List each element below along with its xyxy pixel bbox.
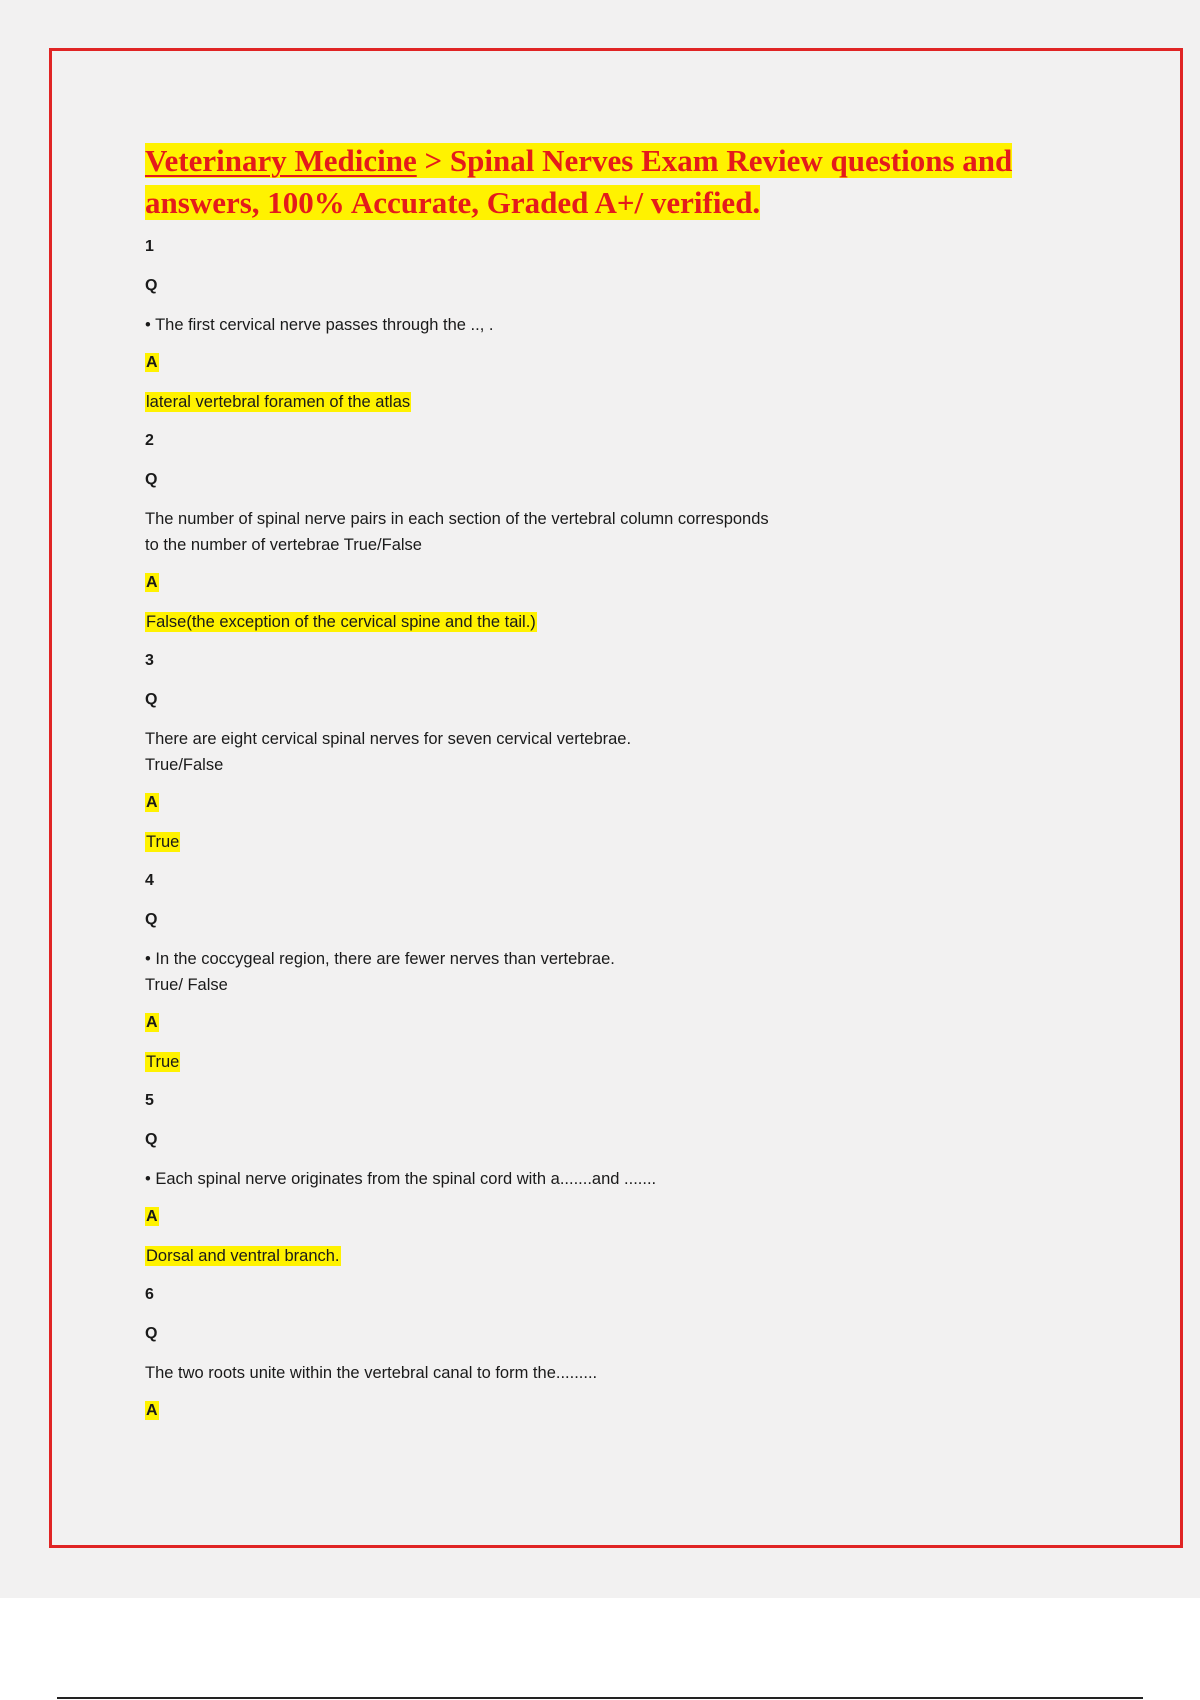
- question-number: 4: [145, 872, 154, 889]
- answer-text: False(the exception of the cervical spine and the tail.): [146, 613, 536, 631]
- question-number: 5: [145, 1092, 154, 1109]
- question-label: Q: [145, 277, 158, 294]
- answer-label-row: [145, 1398, 1065, 1437]
- answer-label-row: [145, 570, 1065, 609]
- question-text: • In the coccygeal region, there are fewer nerves than vertebrae. True/ False: [145, 950, 615, 994]
- question-label: Q: [145, 691, 158, 708]
- answer-label-row: [145, 350, 1065, 389]
- document-content: [145, 140, 1065, 1437]
- title-rest: > Spinal Nerves Exam Review questions and answers, 100% Accurate, Graded A+/ verified.: [145, 143, 1013, 220]
- answer-label: A: [146, 354, 158, 371]
- answer-text: lateral vertebral foramen of the atlas: [146, 393, 411, 411]
- question-item: [145, 234, 1065, 428]
- answer-row: [145, 1049, 1065, 1088]
- answer-row: [145, 389, 1065, 428]
- question-item: [145, 648, 1065, 868]
- answer-label: A: [146, 1402, 158, 1419]
- question-number: 3: [145, 652, 154, 669]
- answer-text: True: [146, 1053, 180, 1071]
- question-text: The number of spinal nerve pairs in each section of the vertebral column corresponds to the number of vertebrae True/False: [145, 510, 769, 554]
- question-number: 2: [145, 432, 154, 449]
- answer-label: A: [146, 574, 158, 591]
- answer-row: [145, 829, 1065, 868]
- question-list: [145, 234, 1065, 1437]
- question-number: 6: [145, 1286, 154, 1303]
- answer-label: A: [146, 1014, 158, 1031]
- answer-label: A: [146, 1208, 158, 1225]
- question-label: Q: [145, 471, 158, 488]
- question-item: [145, 428, 1065, 648]
- answer-text: Dorsal and ventral branch.: [146, 1247, 340, 1265]
- question-item: [145, 868, 1065, 1088]
- question-item: [145, 1282, 1065, 1437]
- answer-label-row: [145, 790, 1065, 829]
- question-text: • The first cervical nerve passes through the .., .: [145, 316, 494, 334]
- question-label: Q: [145, 1325, 158, 1342]
- question-text: The two roots unite within the vertebral canal to form the.........: [145, 1364, 598, 1382]
- question-number: 1: [145, 238, 154, 255]
- answer-label-row: [145, 1010, 1065, 1049]
- title-link[interactable]: Veterinary Medicine: [145, 143, 417, 178]
- question-text: • Each spinal nerve originates from the spinal cord with a.......and .......: [145, 1170, 657, 1188]
- question-label: Q: [145, 911, 158, 928]
- footer-divider: [57, 1697, 1143, 1699]
- answer-row: [145, 1243, 1065, 1282]
- answer-label: A: [146, 794, 158, 811]
- answer-row: [145, 609, 1065, 648]
- question-item: [145, 1088, 1065, 1282]
- document-title: [145, 140, 1065, 224]
- answer-label-row: [145, 1204, 1065, 1243]
- question-label: Q: [145, 1131, 158, 1148]
- question-text: There are eight cervical spinal nerves for seven cervical vertebrae. True/False: [145, 730, 632, 774]
- answer-text: True: [146, 833, 180, 851]
